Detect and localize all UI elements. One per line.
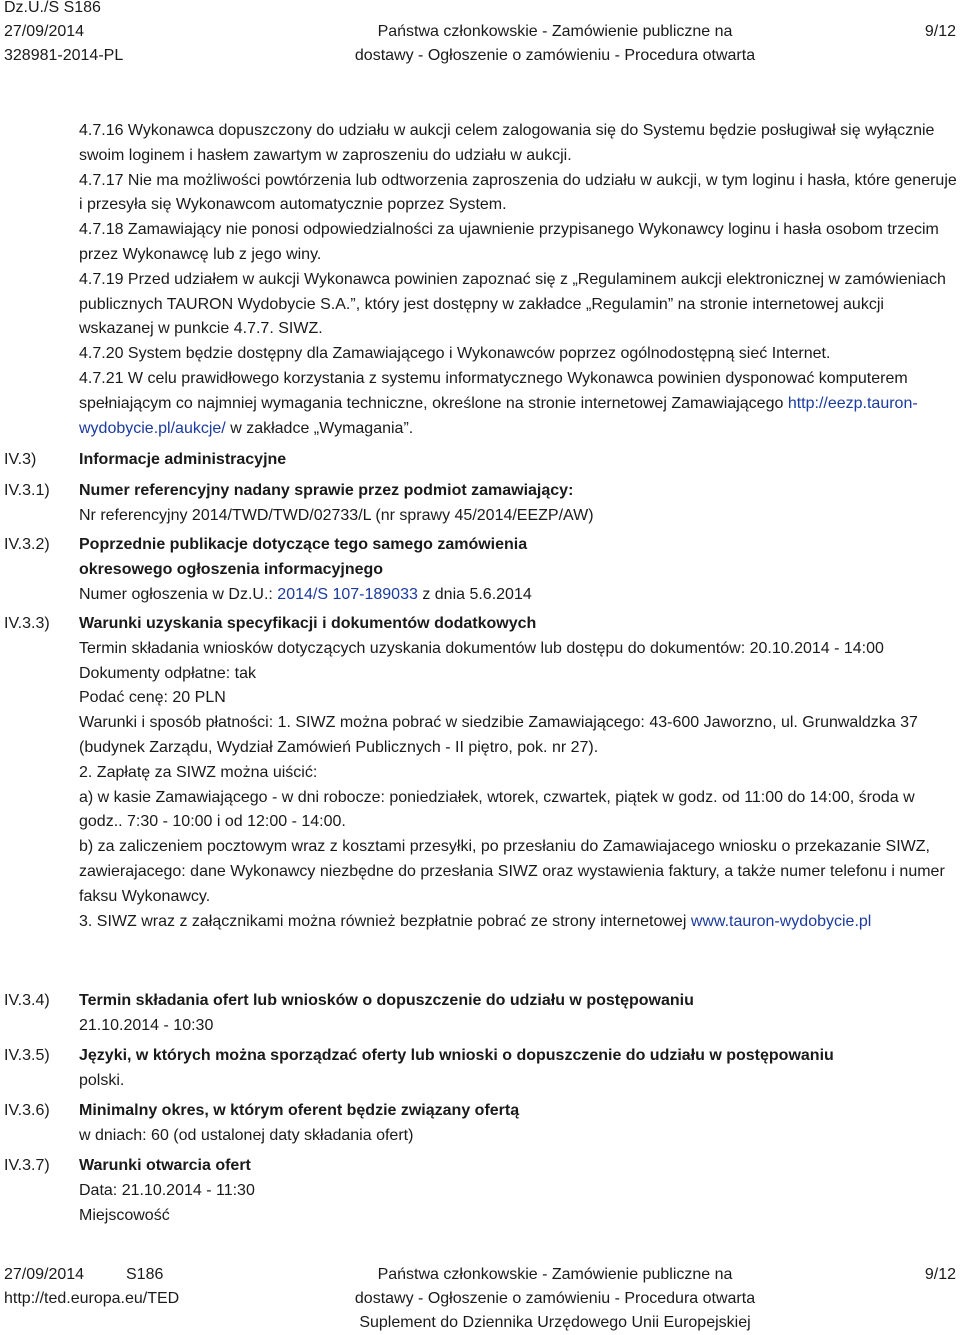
payment-terms-b: b) za zaliczeniem pocztowym wraz z kosztami przesyłki, po przesłaniu do Zamawiajacego wniosku o przekazanie SIWZ, zawierajacego: dane Wykonawcy niezbędne do przesłania SIWZ oraz wystawienia faktury, a także numer telefonu i numer faksu Wykonawcy. [79, 838, 945, 905]
header-title-line2: dostawy - Ogłoszenie o zamówieniu - Procedura otwarta [354, 47, 756, 64]
header-title-line1: Państwa członkowskie - Zamówienie publiczne na [377, 23, 733, 40]
languages: polski. [79, 1071, 125, 1089]
header-notice-id: 328981-2014-PL [4, 47, 124, 64]
section-num-iv3-7: IV.3.7) [4, 1157, 50, 1174]
section-iv3-6 [79, 1099, 959, 1149]
section-num-iv3-6: IV.3.6) [4, 1102, 50, 1119]
previous-publication: Numer ogłoszenia w Dz.U.: 2014/S 107-189033 z dnia 5.6.2014 [79, 585, 532, 603]
footer-title-line2: dostawy - Ogłoszenie o zamówieniu - Procedura otwarta [354, 1290, 756, 1307]
publication-link[interactable]: 2014/S 107-189033 [277, 585, 418, 603]
tauron-website-link[interactable]: www.tauron-wydobycie.pl [690, 912, 872, 930]
footer-journal: S186 [126, 1266, 164, 1283]
section-title-iv3-5: Języki, w których można sporządzać oferty lub wnioski o dopuszczenie do udziału w postępowaniu [79, 1047, 834, 1064]
payment-terms-3: 3. SIWZ wraz z załącznikami można również bezpłatnie pobrać ze strony internetowej www.tauron-wydobycie.pl [79, 912, 872, 930]
section-title-iv3-7: Warunki otwarcia ofert [79, 1157, 251, 1174]
section-title-iv3-6: Minimalny okres, w którym oferent będzie związany ofertą [79, 1102, 520, 1119]
section-num-iv3-5: IV.3.5) [4, 1047, 50, 1064]
header-date: 27/09/2014 [4, 23, 85, 40]
section-title-iv3-4: Termin składania ofert lub wniosków o dopuszczenie do udziału w postępowaniu [79, 992, 694, 1009]
section-num-iv3-1: IV.3.1) [4, 482, 50, 499]
footer-date: 27/09/2014 [4, 1266, 85, 1283]
paragraph-4-7-16: 4.7.16 Wykonawca dopuszczony do udziału w aukcji celem zalogowania się do Systemu będzie posługiwał się wyłącznie swoim loginem i hasłem zawartym w zaproszeniu do udziału w aukcji. [79, 122, 935, 164]
section-iv3-2 [79, 533, 959, 607]
payment-terms-2: 2. Zapłatę za SIWZ można uiścić: [79, 763, 318, 781]
opening-place: Miejscowość [79, 1206, 170, 1224]
section-iv3-4 [79, 989, 959, 1039]
section-num-iv3-3: IV.3.3) [4, 615, 50, 632]
paragraph-4-7-17: 4.7.17 Nie ma możliwości powtórzenia lub odtworzenia zaproszenia do udziału w aukcji, w tym loginu i hasła, które generuje i przesyła się Wykonawcom automatycznie poprzez System. [79, 171, 957, 214]
section-title-iv3-3: Warunki uzyskania specyfikacji i dokumentów dodatkowych [79, 615, 537, 632]
documents-deadline: Termin składania wniosków dotyczących uzyskania dokumentów lub dostępu do dokumentów: 20.10.2014 - 14:00 [79, 639, 884, 657]
auction-rules [79, 119, 959, 441]
paragraph-4-7-20: 4.7.20 System będzie dostępny dla Zamawiającego i Wykonawców poprzez ogólnodostępną sieć Internet. [79, 345, 831, 363]
section-num-iv3-4: IV.3.4) [4, 992, 50, 1009]
payment-terms-a: a) w kasie Zamawiającego - w dni robocze: poniedziałek, wtorek, czwartek, piątek w godz. od 11:00 do 14:00, środa w godz.. 7:30 - 10:00 i od 12:00 - 14:00. [79, 788, 915, 831]
paragraph-4-7-18: 4.7.18 Zamawiający nie ponosi odpowiedzialności za ujawnienie przypisanego Wykonawcy loginu i hasła osobom trzecim przez Wykonawcę lub z jego winy. [79, 221, 939, 263]
section-title-iv3-2-b: okresowego ogłoszenia informacyjnego [79, 560, 384, 578]
section-title-iv3: Informacje administracyjne [79, 451, 287, 468]
requirements-link[interactable]: http://eezp.tauron-wydobycie.pl/aukcje/ [79, 394, 918, 437]
section-iv3-5 [79, 1044, 959, 1094]
paragraph-4-7-19: 4.7.19 Przed udziałem w aukcji Wykonawca powinien zapoznać się z „Regulaminem aukcji elektronicznej w zamówieniach publicznych TAURON Wydobycie S.A.”, który jest dostępny w zakładce „Regulamin” na stronie internetowej aukcji wskazanej w punkcie 4.7.7. SIWZ. [79, 270, 946, 338]
section-num-iv3-2: IV.3.2) [4, 536, 50, 553]
footer-page: 9/12 [924, 1266, 956, 1283]
section-iv3-7 [79, 1154, 959, 1228]
section-num-iv3: IV.3) [4, 451, 37, 468]
header-journal: Dz.U./S S186 [4, 0, 101, 16]
payment-terms-1: Warunki i sposób płatności: 1. SIWZ można pobrać w siedzibie Zamawiającego: 43-600 Jaworzno, ul. Grunwaldzka 37 (budynek Zarządu, Wydział Zamówień Publicznych - II piętro, pok. nr 27). [79, 714, 918, 756]
binding-period: w dniach: 60 (od ustalonej daty składania ofert) [79, 1126, 414, 1144]
documents-price: Podać cenę: 20 PLN [79, 689, 226, 707]
paragraph-4-7-21: 4.7.21 W celu prawidłowego korzystania z systemu informatycznego Wykonawca powinien dysponować komputerem spełniającym co najmniej wymagania techniczne, określone na stronie internetowej Zamawiającego http://eezp.tauron-wydobycie.pl/aukcje/ w zakładce „Wymagania”. [79, 369, 918, 437]
section-iv3-3 [79, 612, 959, 934]
section-title-iv3-1: Numer referencyjny nadany sprawie przez podmiot zamawiający: [79, 482, 574, 499]
documents-paid: Dokumenty odpłatne: tak [79, 664, 256, 682]
footer-title-line1: Państwa członkowskie - Zamówienie publiczne na [377, 1266, 733, 1283]
reference-number: Nr referencyjny 2014/TWD/TWD/02733/L (nr sprawy 45/2014/EEZP/AW) [79, 506, 594, 524]
opening-date: Data: 21.10.2014 - 11:30 [79, 1181, 255, 1199]
section-title-iv3-2-a: Poprzednie publikacje dotyczące tego samego zamówienia [79, 536, 528, 553]
offers-deadline: 21.10.2014 - 10:30 [79, 1016, 214, 1034]
header-page: 9/12 [924, 23, 956, 40]
section-iv3-1 [79, 479, 959, 529]
footer-title-line3: Suplement do Dziennika Urzędowego Unii Europejskiej [359, 1314, 751, 1331]
footer-url: http://ted.europa.eu/TED [4, 1290, 180, 1307]
